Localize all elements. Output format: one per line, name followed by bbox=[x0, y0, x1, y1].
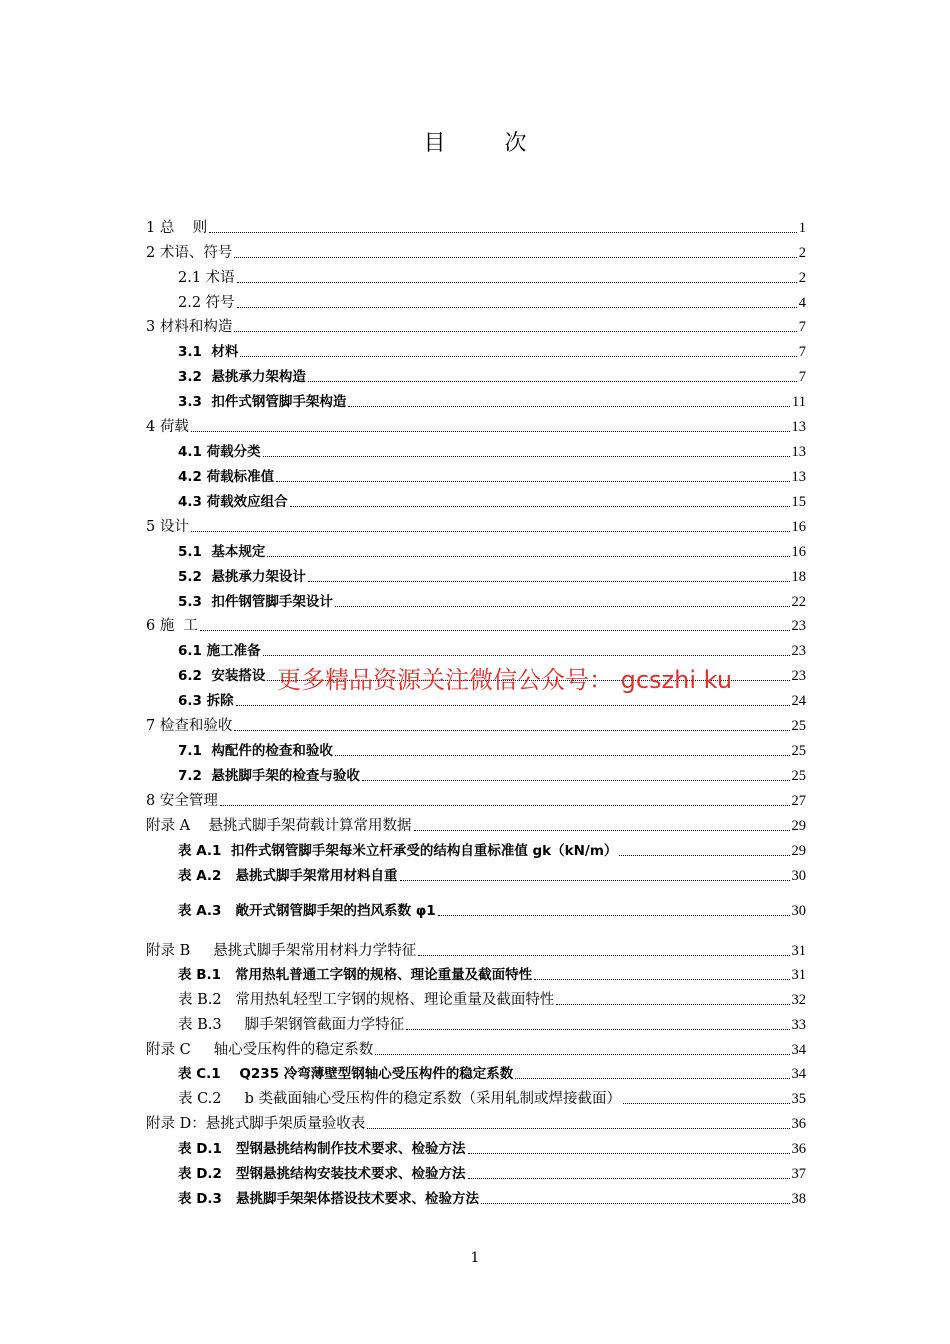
toc-entry-page: 13 bbox=[791, 444, 806, 460]
toc-entry-label: 表 C.1 Q235 冷弯薄壁型钢轴心受压构件的稳定系数 bbox=[178, 1066, 514, 1082]
toc-entry-page: 29 bbox=[791, 843, 806, 859]
toc-entry[interactable] bbox=[146, 790, 806, 810]
toc-leader-dots bbox=[209, 232, 796, 233]
toc-entry[interactable] bbox=[146, 940, 806, 960]
toc-leader-dots bbox=[362, 780, 790, 781]
toc-entry-page: 1 bbox=[798, 220, 806, 236]
toc-entry-page: 11 bbox=[792, 394, 806, 410]
toc-entry-page: 16 bbox=[791, 519, 806, 535]
toc-entry-page: 23 bbox=[791, 618, 806, 634]
toc-leader-dots bbox=[276, 481, 789, 482]
toc-entry-page: 13 bbox=[791, 469, 806, 485]
toc-entry-label: 表 B.3 脚手架钢管截面力学特征 bbox=[178, 1017, 405, 1033]
toc-entry[interactable] bbox=[146, 1113, 806, 1133]
toc-entry-page: 25 bbox=[791, 718, 806, 734]
toc-leader-dots bbox=[534, 979, 789, 980]
toc-entry-page: 4 bbox=[798, 295, 806, 311]
toc-entry-label: 6.1 施工准备 bbox=[178, 643, 261, 659]
toc-entry-page: 36 bbox=[791, 1116, 806, 1132]
toc-leader-dots bbox=[515, 1078, 789, 1079]
toc-entry[interactable] bbox=[178, 765, 806, 785]
toc-entry-page: 31 bbox=[791, 943, 806, 959]
toc-entry[interactable] bbox=[178, 989, 806, 1009]
toc-entry-page: 7 bbox=[798, 369, 806, 385]
toc-entry-label: 5.3 扣件钢管脚手架设计 bbox=[178, 594, 333, 610]
toc-entry[interactable] bbox=[178, 1138, 806, 1158]
toc-entry[interactable] bbox=[146, 217, 806, 237]
toc-entry-label: 表 A.2 悬挑式脚手架常用材料自重 bbox=[178, 868, 398, 884]
toc-entry-label: 7 检查和验收 bbox=[146, 718, 233, 734]
toc-entry-page: 31 bbox=[791, 967, 806, 983]
toc-entry-page: 18 bbox=[791, 569, 806, 585]
toc-leader-dots bbox=[468, 1178, 790, 1179]
toc-leader-dots bbox=[468, 1153, 790, 1154]
toc-entry-page: 34 bbox=[791, 1066, 806, 1082]
toc-leader-dots bbox=[220, 805, 790, 806]
toc-entry-label: 4 荷载 bbox=[146, 419, 189, 435]
toc-leader-dots bbox=[367, 1128, 789, 1129]
toc-leader-dots bbox=[308, 581, 790, 582]
toc-entry-label: 5.2 悬挑承力架设计 bbox=[178, 569, 306, 585]
toc-entry-label: 1 总 则 bbox=[146, 220, 208, 236]
toc-entry-page: 13 bbox=[791, 419, 806, 435]
toc-leader-dots bbox=[263, 655, 790, 656]
toc-entry-page: 37 bbox=[791, 1166, 806, 1182]
toc-leader-dots bbox=[234, 257, 796, 258]
toc-entry-label: 附录 B 悬挑式脚手架常用材料力学特征 bbox=[146, 943, 417, 959]
toc-entry[interactable] bbox=[178, 566, 806, 586]
toc-leader-dots bbox=[375, 1054, 789, 1055]
toc-entry[interactable] bbox=[178, 865, 806, 885]
toc-entry-label: 4.2 荷载标准值 bbox=[178, 469, 275, 485]
toc-leader-dots bbox=[335, 755, 790, 756]
toc-entry[interactable] bbox=[178, 591, 806, 611]
toc-leader-dots bbox=[308, 381, 797, 382]
toc-leader-dots bbox=[414, 830, 790, 831]
toc-entry[interactable] bbox=[178, 1014, 806, 1034]
toc-entry-page: 23 bbox=[791, 643, 806, 659]
toc-entry-label: 8 安全管理 bbox=[146, 793, 218, 809]
toc-entry[interactable] bbox=[178, 391, 806, 411]
toc-leader-dots bbox=[335, 606, 790, 607]
toc-leader-dots bbox=[438, 915, 790, 916]
toc-entry[interactable] bbox=[146, 416, 806, 436]
toc-entry-page: 2 bbox=[798, 245, 806, 261]
toc-leader-dots bbox=[418, 955, 789, 956]
toc-entry-label: 附录 D：悬挑式脚手架质量验收表 bbox=[146, 1116, 366, 1132]
toc-entry-page: 15 bbox=[791, 494, 806, 510]
toc-entry-label: 5 设计 bbox=[146, 519, 189, 535]
toc-leader-dots bbox=[623, 1103, 790, 1104]
toc-entry-page: 36 bbox=[791, 1141, 806, 1157]
toc-leader-dots bbox=[406, 1029, 789, 1030]
toc-entry-label: 2.1 术语 bbox=[178, 270, 235, 286]
toc-entry[interactable] bbox=[178, 740, 806, 760]
toc-entry-label: 3.1 材料 bbox=[178, 344, 239, 360]
toc-leader-dots bbox=[237, 307, 797, 308]
toc-leader-dots bbox=[400, 880, 790, 881]
toc-entry-label: 6.2 安装搭设 bbox=[178, 668, 266, 684]
toc-entry[interactable] bbox=[178, 1088, 806, 1108]
toc-entry[interactable] bbox=[178, 964, 806, 984]
toc-entry-page: 2 bbox=[798, 270, 806, 286]
toc-entry-page: 16 bbox=[791, 544, 806, 560]
toc-leader-dots bbox=[556, 1004, 789, 1005]
toc-entry[interactable] bbox=[178, 1188, 806, 1208]
toc-entry-page: 24 bbox=[791, 693, 806, 709]
toc-entry[interactable] bbox=[146, 715, 806, 735]
toc-entry-label: 附录 C 轴心受压构件的稳定系数 bbox=[146, 1042, 374, 1058]
toc-leader-dots bbox=[240, 356, 796, 357]
toc-entry[interactable] bbox=[178, 491, 806, 511]
toc-entry-label: 4.3 荷载效应组合 bbox=[178, 494, 288, 510]
toc-entry-label: 2 术语、符号 bbox=[146, 245, 233, 261]
toc-entry[interactable] bbox=[178, 292, 806, 312]
toc-entry[interactable] bbox=[178, 640, 806, 660]
toc-leader-dots bbox=[191, 531, 790, 532]
toc-entry[interactable] bbox=[146, 242, 806, 262]
toc-entry[interactable] bbox=[178, 341, 806, 361]
toc-entry[interactable] bbox=[178, 441, 806, 461]
toc-leader-dots bbox=[267, 556, 789, 557]
toc-leader-dots bbox=[481, 1203, 789, 1204]
toc-entry-label: 3.3 扣件式钢管脚手架构造 bbox=[178, 394, 347, 410]
toc-entry[interactable] bbox=[146, 516, 806, 536]
toc-entry[interactable] bbox=[146, 615, 806, 635]
toc-entry[interactable] bbox=[178, 541, 806, 561]
toc-leader-dots bbox=[348, 406, 790, 407]
toc-entry-label: 6.3 拆除 bbox=[178, 693, 234, 709]
toc-leader-dots bbox=[191, 431, 790, 432]
toc-entry-label: 表 C.2 b 类截面轴心受压构件的稳定系数（采用轧制或焊接截面） bbox=[178, 1091, 621, 1107]
toc-entry-page: 32 bbox=[791, 992, 806, 1008]
toc-entry-label: 表 B.1 常用热轧普通工字钢的规格、理论重量及截面特性 bbox=[178, 967, 533, 983]
toc-entry[interactable] bbox=[178, 366, 806, 386]
toc-leader-dots bbox=[236, 705, 790, 706]
toc-entry-page: 30 bbox=[791, 903, 806, 919]
toc-entry-label: 7.1 构配件的检查和验收 bbox=[178, 743, 333, 759]
toc-entry[interactable] bbox=[178, 900, 806, 920]
toc-entry-label: 7.2 悬挑脚手架的检查与验收 bbox=[178, 768, 360, 784]
toc-entry-page: 34 bbox=[791, 1042, 806, 1058]
toc-entry-label: 表 B.2 常用热轧轻型工字钢的规格、理论重量及截面特性 bbox=[178, 992, 555, 1008]
toc-leader-dots bbox=[200, 630, 789, 631]
toc-entry-label: 5.1 基本规定 bbox=[178, 544, 266, 560]
toc-entry-page: 29 bbox=[791, 818, 806, 834]
toc-leader-dots bbox=[237, 282, 797, 283]
toc-entry-page: 22 bbox=[791, 594, 806, 610]
toc-entry[interactable] bbox=[146, 815, 806, 835]
toc-leader-dots bbox=[619, 855, 789, 856]
toc-entry-label: 表 A.1 扣件式钢管脚手架每米立杆承受的结构自重标准值 gk（kN/m） bbox=[178, 843, 618, 859]
toc-entry-page: 33 bbox=[791, 1017, 806, 1033]
toc-entry[interactable] bbox=[146, 316, 806, 336]
watermark: 更多精品资源关注微信公众号： gcszhi ku bbox=[277, 666, 733, 694]
toc-leader-dots bbox=[234, 331, 796, 332]
toc-entry-label: 表 D.1 型钢悬挑结构制作技术要求、检验方法 bbox=[178, 1141, 466, 1157]
toc-entry[interactable] bbox=[178, 840, 806, 860]
toc-entry-label: 2.2 符号 bbox=[178, 295, 235, 311]
toc-entry[interactable] bbox=[146, 1039, 806, 1059]
toc-entry-page: 35 bbox=[791, 1091, 806, 1107]
toc-leader-dots bbox=[263, 456, 790, 457]
toc-entry[interactable] bbox=[178, 267, 806, 287]
toc-entry-label: 3 材料和构造 bbox=[146, 319, 233, 335]
toc-entry[interactable] bbox=[178, 1163, 806, 1183]
toc-entry-label: 3.2 悬挑承力架构造 bbox=[178, 369, 306, 385]
toc-entry-page: 30 bbox=[791, 868, 806, 884]
toc-entry[interactable] bbox=[178, 1063, 806, 1083]
toc-entry-label: 表 A.3 敞开式钢管脚手架的挡风系数 φ1 bbox=[178, 903, 436, 919]
toc-entry-page: 38 bbox=[791, 1191, 806, 1207]
toc-entry[interactable] bbox=[178, 466, 806, 486]
toc-entry-page: 7 bbox=[798, 319, 806, 335]
toc-entry-label: 表 D.3 悬挑脚手架架体搭设技术要求、检验方法 bbox=[178, 1191, 480, 1207]
toc-leader-dots bbox=[290, 506, 790, 507]
toc-leader-dots bbox=[234, 730, 789, 731]
toc-entry-label: 6 施 工 bbox=[146, 618, 199, 634]
toc-entry-label: 附录 A 悬挑式脚手架荷载计算常用数据 bbox=[146, 818, 412, 834]
page-number: 1 bbox=[470, 1250, 480, 1266]
toc-entry-label: 4.1 荷载分类 bbox=[178, 444, 261, 460]
toc-entry-page: 25 bbox=[791, 743, 806, 759]
toc-entry-page: 27 bbox=[791, 793, 806, 809]
toc-entry-page: 23 bbox=[791, 668, 806, 684]
toc-entry-page: 7 bbox=[798, 344, 806, 360]
toc-entry-page: 25 bbox=[791, 768, 806, 784]
page-title: 目 次 bbox=[423, 131, 553, 156]
toc-entry-label: 表 D.2 型钢悬挑结构安装技术要求、检验方法 bbox=[178, 1166, 466, 1182]
